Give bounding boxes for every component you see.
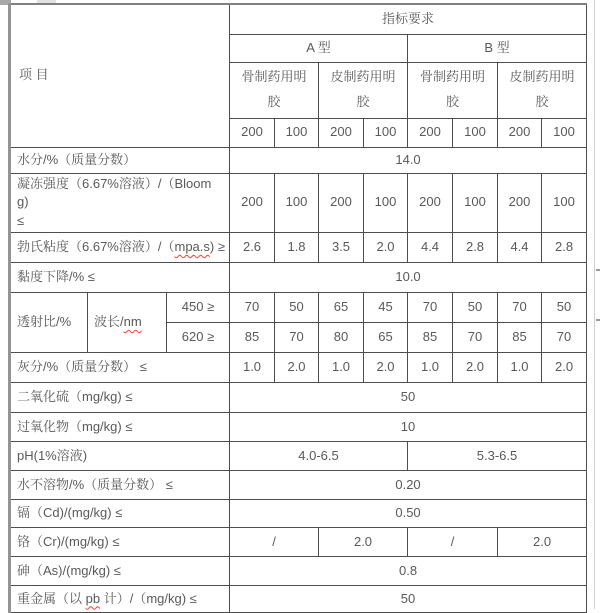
requirement-header-cell: 指标要求: [230, 4, 587, 34]
type-b-header-cell: B 型: [408, 34, 587, 62]
row-label: pH(1%溶液): [10, 442, 230, 471]
row-label: 透射比/%: [10, 293, 88, 353]
cell-value: 4.0-6.5: [230, 442, 408, 471]
gelatin-spec-table: [8, 3, 587, 613]
cell-value: 0.8: [230, 557, 587, 586]
cell-value: 50: [453, 293, 498, 323]
row-label-text: 波长/: [94, 314, 124, 330]
cell-value: 2.0: [542, 353, 587, 383]
row-label: 过氧化物（mg/kg) ≤: [10, 413, 230, 442]
material-header-cell: [498, 62, 587, 118]
page-edge-line: [594, 0, 595, 609]
cell-value: 100: [364, 173, 408, 233]
grade-header-cell: 200: [230, 118, 275, 147]
cell-value: 3.5: [319, 233, 364, 263]
material-header-cell: [319, 62, 408, 118]
cell-value: 2.0: [453, 353, 498, 383]
cell-value: 2.8: [542, 233, 587, 263]
grade-header-cell: 100: [453, 118, 498, 147]
cell-value: 2.0: [364, 353, 408, 383]
cell-value: 85: [408, 323, 453, 353]
row-label: 二氧化硫（mg/kg) ≤: [10, 383, 230, 413]
cell-value: 85: [230, 323, 275, 353]
row-label: 砷（As)/(mg/kg) ≤: [10, 557, 230, 586]
cell-value: 85: [498, 323, 542, 353]
material-label: 骨制药用明胶: [241, 69, 307, 109]
cell-value: 70: [230, 293, 275, 323]
misspelled-word: mpa.s: [174, 239, 210, 255]
cell-value: 50: [230, 383, 587, 413]
cell-value: 2.0: [275, 353, 319, 383]
cell-value: 2.0: [498, 528, 587, 557]
cell-value: 1.0: [498, 353, 542, 383]
cell-value: 80: [319, 323, 364, 353]
cell-value: 200: [319, 173, 364, 233]
cell-value: 50: [275, 293, 319, 323]
sub-row-label: 620 ≥: [167, 323, 230, 353]
cell-value: 70: [453, 323, 498, 353]
row-label: [10, 173, 230, 233]
row-label: 水不溶物/%（质量分数） ≤: [10, 471, 230, 500]
material-label: 骨制药用明胶: [420, 69, 486, 109]
row-label: [10, 233, 230, 263]
row-label: 铬（Cr)/(mg/kg) ≤: [10, 528, 230, 557]
cell-value: 70: [275, 323, 319, 353]
cell-value: 70: [498, 293, 542, 323]
cell-value: 10: [230, 413, 587, 442]
cell-value: 1.0: [408, 353, 453, 383]
cell-value: 0.20: [230, 471, 587, 500]
item-header-cell: 项 目: [10, 4, 230, 147]
cell-value: 2.0: [319, 528, 408, 557]
row-label-text: ≤: [17, 213, 25, 229]
cell-value: 70: [408, 293, 453, 323]
cell-value: 70: [542, 323, 587, 353]
row-label-text: ) ≥: [209, 239, 225, 255]
type-a-header-cell: A 型: [230, 34, 408, 62]
cell-value: 0.50: [230, 500, 587, 528]
cell-value: 200: [498, 173, 542, 233]
row-label: 灰分/%（质量分数） ≤: [10, 353, 230, 383]
grade-header-cell: 100: [364, 118, 408, 147]
resize-tick-icon: [596, 319, 600, 321]
grade-header-cell: 100: [275, 118, 319, 147]
grade-header-cell: 100: [542, 118, 587, 147]
grade-header-cell: 200: [408, 118, 453, 147]
material-label: 皮制药用明胶: [509, 69, 575, 109]
cell-value: 5.3-6.5: [408, 442, 587, 471]
material-header-cell: [230, 62, 319, 118]
grade-header-cell: 200: [498, 118, 542, 147]
misspelled-word: pb: [85, 590, 101, 606]
cell-value: 100: [453, 173, 498, 233]
cell-value: 4.4: [408, 233, 453, 263]
row-label: 水分/%（质量分数）: [10, 147, 230, 173]
wavelength-label: [88, 293, 167, 353]
cell-value: 100: [542, 173, 587, 233]
grade-header-cell: 200: [319, 118, 364, 147]
cell-value: 10.0: [230, 263, 587, 293]
material-label: 皮制药用明胶: [330, 69, 396, 109]
cell-value: 2.8: [453, 233, 498, 263]
cell-value: 200: [408, 173, 453, 233]
row-label: 镉（Cd)/(mg/kg) ≤: [10, 500, 230, 528]
cell-value: /: [230, 528, 319, 557]
row-label-text: 计）/（mg/kg) ≤: [100, 590, 197, 606]
cell-value: 1.0: [230, 353, 275, 383]
cell-value: 1.8: [275, 233, 319, 263]
cell-value: 50: [230, 586, 587, 613]
sub-row-label: 450 ≥: [167, 293, 230, 323]
cell-value: 65: [319, 293, 364, 323]
cell-value: 65: [364, 323, 408, 353]
cell-value: 14.0: [230, 147, 587, 173]
cell-value: 200: [230, 173, 275, 233]
cell-value: 4.4: [498, 233, 542, 263]
row-label: 黏度下降/% ≤: [10, 263, 230, 293]
row-label: [10, 586, 230, 613]
cell-value: 2.6: [230, 233, 275, 263]
resize-tick-icon: [596, 269, 600, 271]
row-label-text: 勃氏粘度（6.67%溶液）/（: [17, 239, 175, 255]
cell-value: 45: [364, 293, 408, 323]
cell-value: /: [408, 528, 498, 557]
row-label-text: 凝冻强度（6.67%溶液）/（Bloom g): [17, 175, 212, 210]
cell-value: 50: [542, 293, 587, 323]
cell-value: 100: [275, 173, 319, 233]
misspelled-word: nm: [123, 314, 142, 330]
cell-value: 1.0: [319, 353, 364, 383]
material-header-cell: [408, 62, 498, 118]
cell-value: 2.0: [364, 233, 408, 263]
row-label-text: 重金属（以: [17, 590, 86, 606]
